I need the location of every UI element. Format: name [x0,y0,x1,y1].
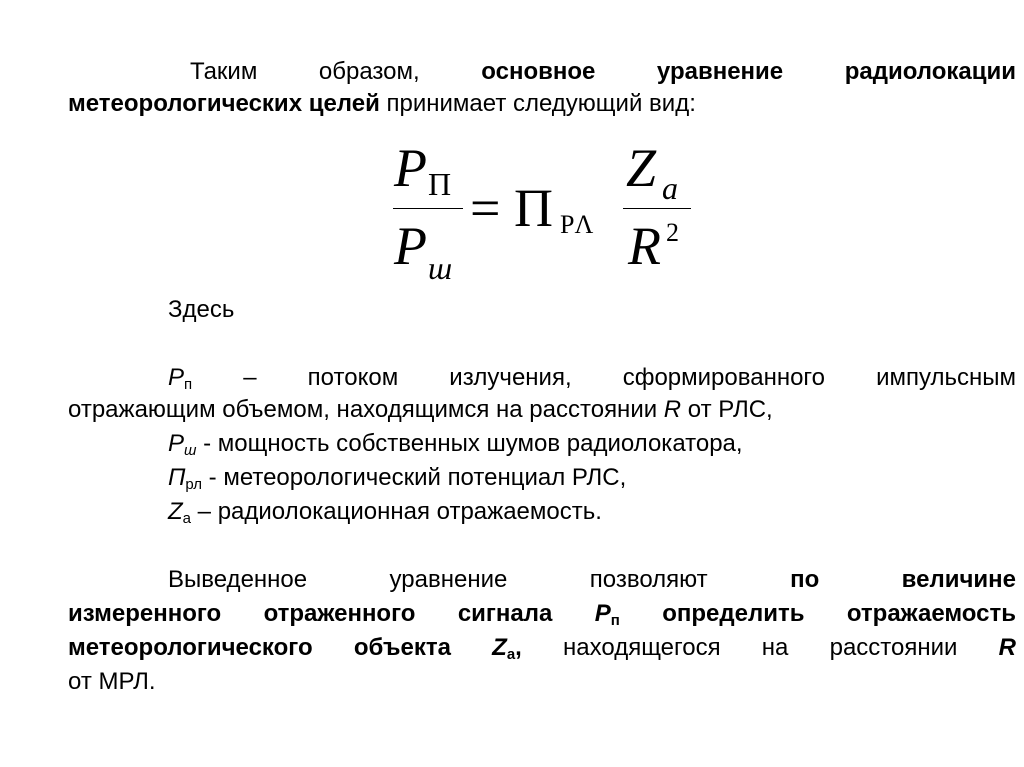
formula-potential-symbol: П [514,178,553,238]
conclusion-bold-2: измеренного отраженного сигнала [68,600,595,627]
def3-text: - метеорологический потенциал РЛС, [201,464,627,491]
conclusion-line-2 [68,598,1016,630]
formula-equals: = [470,178,501,238]
definition-2 [168,428,1016,460]
formula-numerator-sub: П [428,166,452,202]
def2-symbol: Р [168,430,185,457]
def4-text: – радиолокационная отражаемость. [191,498,602,525]
conclusion-subscript-Z: а [506,646,516,663]
conclusion-subscript-P: п [610,612,620,629]
formula-fraction-bar-2 [623,208,691,209]
intro-line-1 [68,56,1016,88]
conclusion-line-1 [68,564,1016,596]
formula-denominator-P: P [394,216,427,276]
intro-bold-phrase: основное уравнение радиолокации [481,58,1016,85]
heading-text: Здесь [168,296,235,323]
conclusion-R: R [998,634,1016,661]
def2-subscript: ш [184,442,197,459]
formula-denominator-sub: ш [428,250,453,286]
formula-numerator-P: P [394,138,427,198]
formula-R: R [628,216,661,276]
conclusion-text-1: Выведенное уравнение позволяют [168,566,791,593]
def1-subscript: п [184,376,193,393]
def1-text-3: от РЛС, [681,396,773,423]
definitions-heading [168,294,1016,326]
conclusion-line-4 [68,666,1016,698]
def3-symbol: П [168,464,186,491]
def4-symbol: Z [168,498,183,525]
formula-Z: Z [626,138,657,198]
conclusion-bold-4: метеорологического объекта [68,634,493,661]
definition-1-line-2 [68,394,1016,426]
definition-3 [168,462,1016,494]
definition-1-line-1 [68,362,1016,394]
def1-text-2: отражающим объемом, находящимся на расстоянии [68,396,664,423]
def3-subscript: рл [185,476,202,493]
intro-text-2: принимает следующий вид: [379,90,696,117]
intro-bold-phrase-2: метеорологических целей [68,90,380,117]
formula-potential-sub: РΛ [560,210,594,239]
intro-text: Таким образом, [190,58,482,85]
def2-text: - мощность собственных шумов радиолокатора, [196,430,743,457]
conclusion-symbol-Z: Z [492,634,507,661]
def4-subscript: а [182,510,192,527]
intro-line-2 [68,88,1016,120]
formula-R-exponent: 2 [666,218,679,247]
definition-4 [168,496,1016,528]
conclusion-text-2: находящегося на расстоянии [521,634,999,661]
conclusion-text-3: от МРЛ. [68,668,156,695]
conclusion-bold-1: по величине [790,566,1016,593]
conclusion-bold-3: определить отражаемость [619,600,1016,627]
formula-fraction-bar-1 [393,208,463,209]
conclusion-comma: , [515,634,522,661]
conclusion-symbol-P: Р [594,600,611,627]
def1-text: – потоком излучения, сформированного импульсным [192,364,1016,391]
def1-R: R [663,396,682,423]
def1-symbol: Р [168,364,185,391]
formula-Z-sub: a [662,170,678,206]
conclusion-line-3 [68,632,1016,664]
